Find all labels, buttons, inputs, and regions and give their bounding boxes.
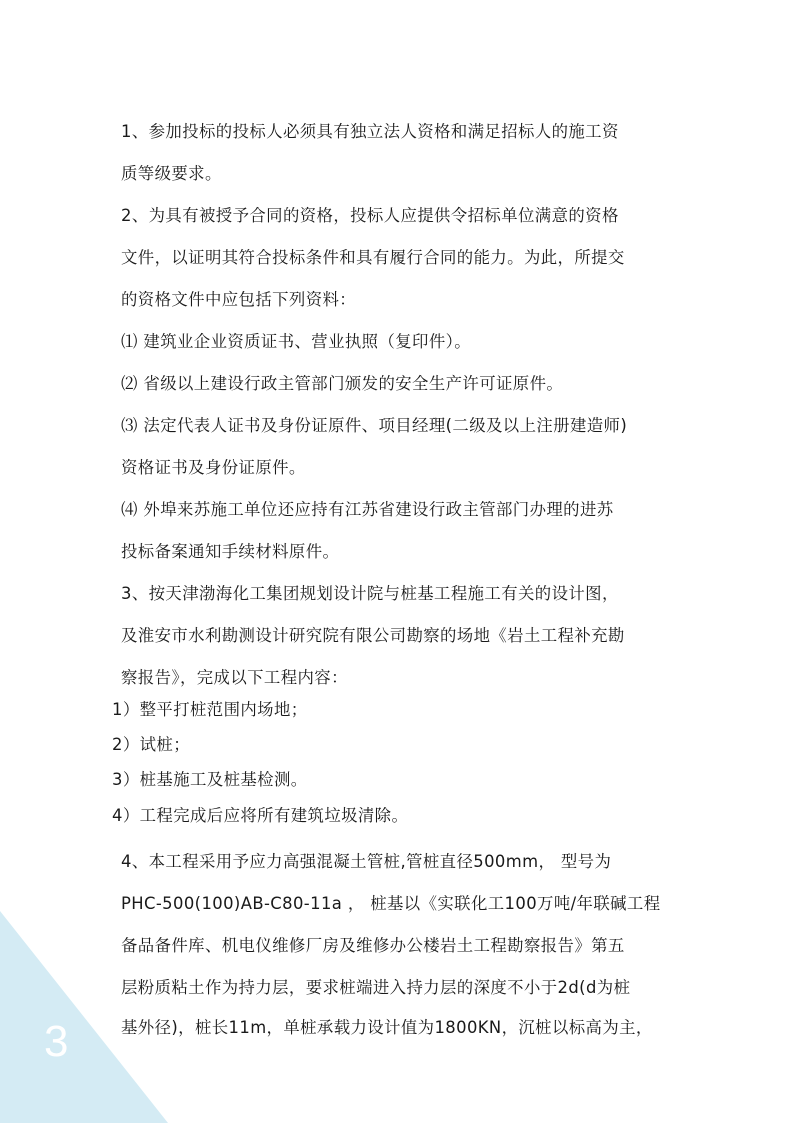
paragraph-1-line-1: 1、参加投标的投标人必须具有独立法人资格和满足招标人的施工资: [121, 122, 619, 142]
list-item-1: ⑴ 建筑业企业资质证书、营业执照（复印件）。: [121, 332, 472, 352]
paragraph-4-line-3: 备品备件库、机电仪维修厂房及维修办公楼岩土工程勘察报告》第五: [121, 936, 625, 956]
paragraph-2-line-1: 2、为具有被授予合同的资格，投标人应提供令招标单位满意的资格: [121, 206, 619, 226]
paragraph-2-line-3: 的资格文件中应包括下列资料：: [121, 290, 357, 310]
paragraph-3-line-1: 3、按天津渤海化工集团规划设计院与桩基工程施工有关的设计图，: [121, 584, 619, 604]
list-item-3-line-2: 资格证书及身份证原件。: [121, 458, 306, 478]
paragraph-4-line-5: 基外径)，桩长11m，单桩承载力设计值为1800KN，沉桩以标高为主，: [121, 1018, 653, 1038]
paragraph-2-line-2: 文件，以证明其符合投标条件和具有履行合同的能力。为此，所提交: [121, 248, 625, 268]
work-item-2: 2）试桩；: [112, 735, 190, 755]
work-item-4: 4）工程完成后应将所有建筑垃圾清除。: [112, 806, 409, 826]
paragraph-4-line-1: 4、本工程采用予应力高强混凝土管桩,管桩直径500mm， 型号为: [121, 852, 612, 872]
list-item-4-line-2: 投标备案通知手续材料原件。: [121, 542, 340, 562]
paragraph-4-line-4: 层粉质粘土作为持力层，要求桩端进入持力层的深度不小于2d(d为桩: [121, 978, 631, 998]
work-item-3: 3）桩基施工及桩基检测。: [112, 770, 308, 790]
list-item-4-line-1: ⑷ 外埠来苏施工单位还应持有江苏省建设行政主管部门办理的进苏: [121, 500, 614, 520]
list-item-3-line-1: ⑶ 法定代表人证书及身份证原件、项目经理(二级及以上注册建造师): [121, 416, 628, 436]
page-number: 3: [44, 1017, 69, 1066]
paragraph-3-line-3: 察报告》，完成以下工程内容：: [121, 668, 348, 688]
paragraph-1-line-2: 质等级要求。: [121, 164, 222, 184]
work-item-1: 1）整平打桩范围内场地；: [112, 700, 308, 720]
list-item-2: ⑵ 省级以上建设行政主管部门颁发的安全生产许可证原件。: [121, 374, 564, 394]
paragraph-4-line-2: PHC-500(100)AB-C80-11a ， 桩基以《实联化工100万吨/年联碱工程: [121, 894, 661, 914]
paragraph-3-line-2: 及淮安市水利勘测设计研究院有限公司勘察的场地《岩土工程补充勘: [121, 626, 625, 646]
